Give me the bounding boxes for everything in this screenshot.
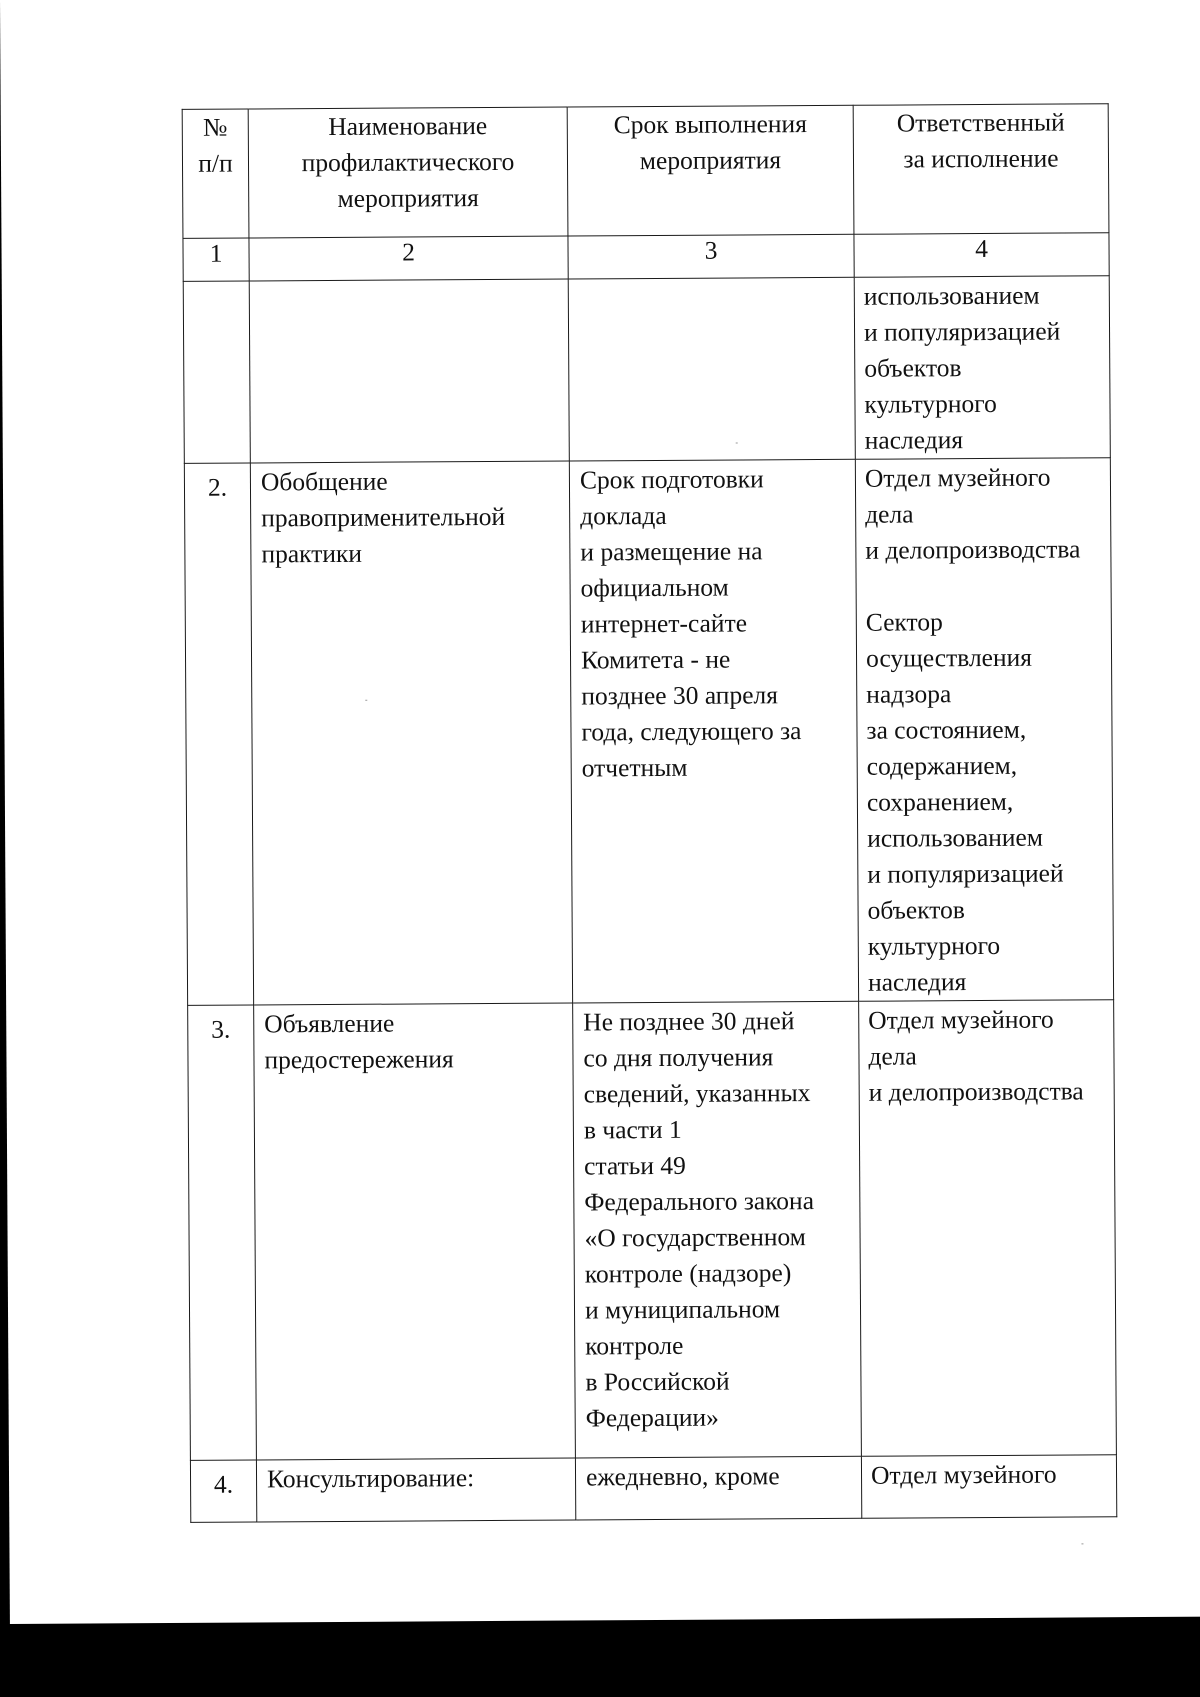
header-row <box>182 104 1109 239</box>
responsible-text: Отдел музейного дела и делопроизводства <box>868 1004 1084 1107</box>
responsible-cell <box>859 1000 1117 1457</box>
measure-name <box>250 280 568 283</box>
responsible-cell <box>861 1455 1116 1519</box>
row-number-cell <box>188 1005 257 1460</box>
measure-name-cell <box>250 461 572 1005</box>
deadline-text: ежедневно, кроме <box>585 1461 780 1492</box>
deadline-cell <box>573 1001 862 1458</box>
deadline-cell <box>568 277 855 461</box>
responsible-text: Отдел музейного <box>870 1459 1057 1490</box>
measure-name-cell <box>254 1003 576 1460</box>
deadline-text <box>569 278 854 281</box>
scan-speck <box>736 443 738 444</box>
responsible-text: Отдел музейного дела и делопроизводства Сектор осуществления надзора за состоянием, содержанием, сохранением, использованием и популяризацией объектов культурного наследия <box>864 462 1081 997</box>
measure-name-cell <box>249 279 569 463</box>
measures-table <box>182 103 1118 1523</box>
scan-speck <box>1081 1543 1083 1544</box>
column-number-1: 1 <box>183 238 249 281</box>
row-number: 3. <box>211 1014 231 1044</box>
column-number-3: 3 <box>568 234 854 279</box>
column-number-row <box>183 233 1109 282</box>
column-number-2: 2 <box>249 236 568 281</box>
measure-name-cell <box>256 1458 575 1522</box>
table-row <box>184 458 1113 1006</box>
deadline-cell <box>569 459 858 1003</box>
responsible-cell <box>854 276 1110 460</box>
column-number-4: 4 <box>854 233 1109 278</box>
row-number: 2. <box>207 472 228 502</box>
table-row <box>190 1455 1116 1523</box>
header-number-label: № п/п <box>198 112 233 178</box>
deadline-text: Срок подготовки доклада и размещение на официальном интернет-сайте Комитета - не позднее 30 апреля года, следующего за отчетным <box>579 464 802 783</box>
responsible-text: использованием и популяризацией объектов культурного наследия <box>863 280 1061 455</box>
header-responsible-label: Ответственный за исполнение <box>896 107 1065 174</box>
table-row <box>183 276 1110 464</box>
deadline-text: Не позднее 30 дней со дня получения сведений, указанных в части 1 статьи 49 Федерального закона «О государственном контроле (надзоре) и муниципальном контроле в Российской Федерации» <box>583 1006 815 1433</box>
row-number-cell <box>184 463 253 1005</box>
measure-name: Объявление предостережения <box>264 1008 454 1075</box>
deadline-cell <box>575 1456 861 1520</box>
measure-name: Обобщение правоприменительной практики <box>260 466 506 569</box>
measure-name: Консультирование: <box>266 1463 475 1494</box>
header-cell-name <box>248 107 568 238</box>
header-cell-responsible <box>853 104 1109 235</box>
responsible-cell <box>855 458 1113 1002</box>
header-deadline-label: Срок выполнения мероприятия <box>613 109 807 176</box>
row-number <box>184 281 249 287</box>
row-number-cell <box>183 281 250 463</box>
table-row <box>188 1000 1117 1461</box>
row-number-cell <box>190 1460 256 1522</box>
header-name-label: Наименование профилактического мероприятия <box>301 111 515 213</box>
header-cell-deadline <box>567 105 854 236</box>
row-number: 4. <box>213 1469 234 1499</box>
header-cell-number <box>182 109 249 238</box>
scan-speck <box>365 700 367 701</box>
